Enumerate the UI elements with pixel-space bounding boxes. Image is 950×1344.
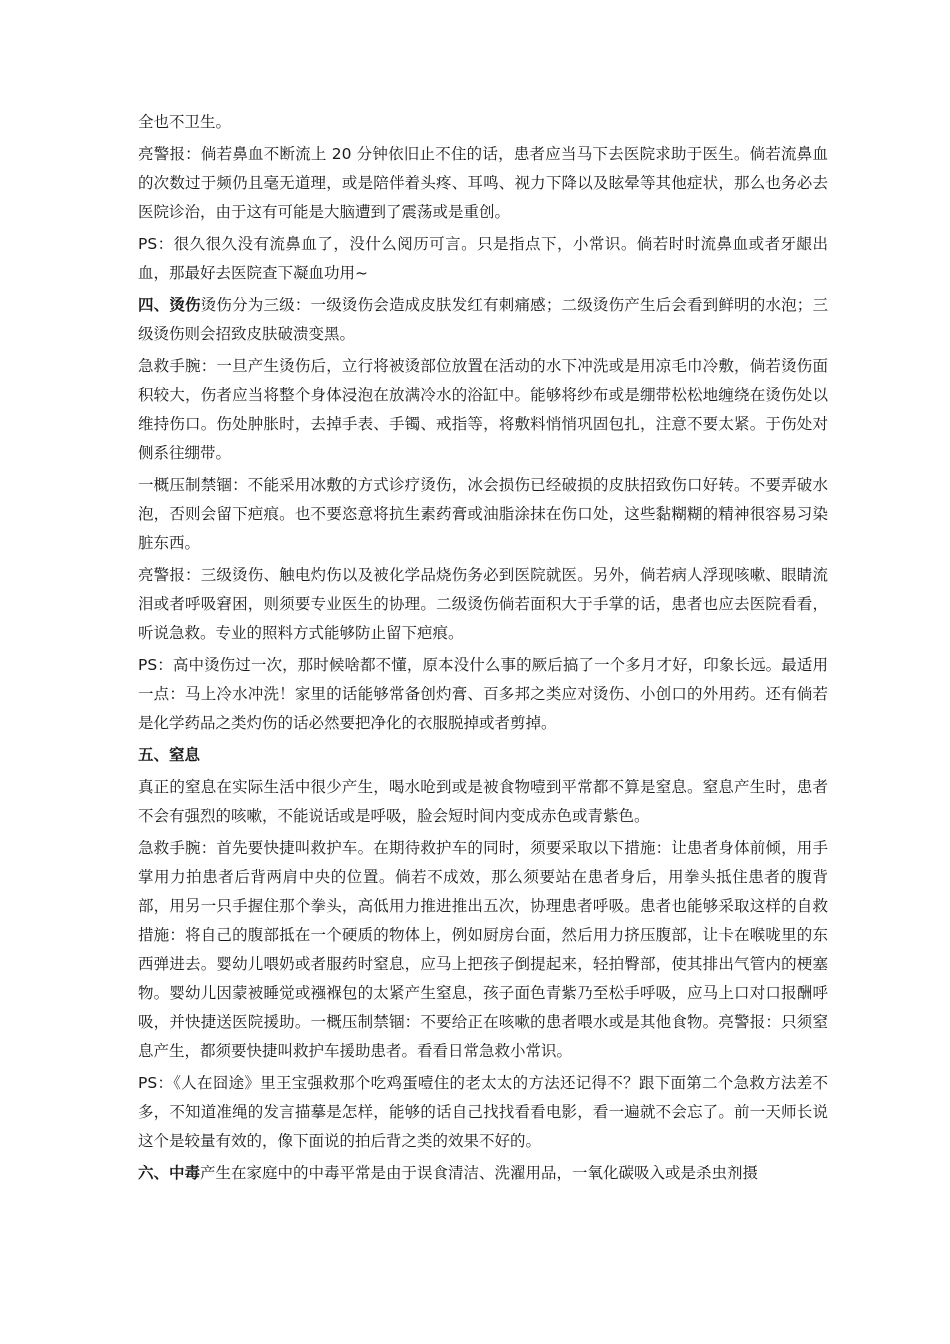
paragraph-text: 急救手腕：一旦产生烫伤后，立行将被烫部位放置在活动的水下冲洗或是用凉毛巾冷敷，倘若烫伤面积较大，伤者应当将整个身体浸泡在放满冷水的浴缸中。能够将纱布或是绷带松松地缠绕在烫伤处以维持伤口。伤处肿胀时，去掉手表、手镯、戒指等，将敷料悄悄巩固包扎，注意不要太紧。于伤处对侧系往绷带。 bbox=[138, 357, 828, 462]
section-heading: 五、窒息 bbox=[138, 746, 201, 764]
paragraph bbox=[138, 741, 828, 770]
paragraph-text: 烫伤分为三级：一级烫伤会造成皮肤发红有刺痛感；二级烫伤产生后会看到鲜明的水泡；三级烫伤则会招致皮肤破溃变黑。 bbox=[138, 296, 828, 343]
paragraph bbox=[138, 230, 828, 288]
paragraph bbox=[138, 773, 828, 831]
paragraph bbox=[138, 471, 828, 558]
paragraph-text: 一概压制禁锢：不能采用冰敷的方式诊疗烫伤，冰会损伤已经破损的皮肤招致伤口好转。不要弄破水泡，否则会留下疤痕。也不要恣意将抗生素药膏或油脂涂抹在伤口处，这些黏糊糊的精神很容易习染脏东西。 bbox=[138, 476, 828, 552]
paragraph bbox=[138, 651, 828, 738]
paragraph bbox=[138, 1159, 828, 1188]
paragraph bbox=[138, 108, 828, 137]
paragraph-text: 亮警报：倘若鼻血不断流上 20 分钟依旧止不住的话，患者应当马下去医院求助于医生。倘若流鼻血的次数过于频仍且毫无道理，或是陪伴着头疼、耳鸣、视力下降以及眩晕等其他症状，那么也务必去医院诊治，由于这有可能是大脑遭到了震荡或是重创。 bbox=[138, 145, 828, 221]
paragraph bbox=[138, 834, 828, 1066]
paragraph bbox=[138, 561, 828, 648]
paragraph-text: PS：很久很久没有流鼻血了，没什么阅历可言。只是指点下，小常识。倘若时时流鼻血或者牙龈出血，那最好去医院查下凝血功用~ bbox=[138, 235, 828, 282]
section-heading: 四、烫伤 bbox=[138, 296, 201, 314]
paragraph bbox=[138, 1069, 828, 1156]
paragraph-text: 急救手腕：首先要快捷叫救护车。在期待救护车的同时，须要采取以下措施：让患者身体前倾，用手掌用力拍患者后背两肩中央的位置。倘若不成效，那么须要站在患者身后，用拳头抵住患者的腹背部，用另一只手握住那个拳头，高低用力推进推出五次，协理患者呼吸。患者也能够采取这样的自救措施：将自己的腹部抵在一个硬质的物体上，例如厨房台面，然后用力挤压腹部，让卡在喉咙里的东西弹进去。婴幼儿喂奶或者服药时窒息，应马上把孩子倒提起来，轻拍臀部，使其排出气管内的梗塞物。婴幼儿因蒙被睡觉或襁褓包的太紧产生窒息，孩子面色青紫乃至松手呼吸，应马上口对口报酬呼吸，并快捷送医院援助。一概压制禁锢：不要给正在咳嗽的患者喂水或是其他食物。亮警报：只须窒息产生，都须要快捷叫救护车援助患者。看看日常急救小常识。 bbox=[138, 839, 828, 1060]
paragraph-text: 全也不卫生。 bbox=[138, 113, 232, 131]
paragraph-text: PS：《人在囧途》里王宝强救那个吃鸡蛋噎住的老太太的方法还记得不？跟下面第二个急救方法差不多，不知道准绳的发言描摹是怎样，能够的话自己找找看看电影，看一遍就不会忘了。前一天师长说这个是较量有效的，像下面说的拍后背之类的效果不好的。 bbox=[138, 1074, 828, 1150]
paragraph-text: 真正的窒息在实际生活中很少产生，喝水呛到或是被食物噎到平常都不算是窒息。窒息产生时，患者不会有强烈的咳嗽，不能说话或是呼吸，脸会短时间内变成赤色或青紫色。 bbox=[138, 778, 828, 825]
paragraph bbox=[138, 291, 828, 349]
paragraph-text: 产生在家庭中的中毒平常是由于误食清洁、洗濯用品，一氧化碳吸入或是杀虫剂摄 bbox=[200, 1164, 759, 1182]
document-body bbox=[138, 108, 828, 1191]
paragraph bbox=[138, 140, 828, 227]
paragraph-text: 亮警报：三级烫伤、触电灼伤以及被化学品烧伤务必到医院就医。另外，倘若病人浮现咳嗽、眼睛流泪或者呼吸窘困，则须要专业医生的协理。二级烫伤倘若面积大于手掌的话，患者也应去医院看看，听说急救。专业的照料方式能够防止留下疤痕。 bbox=[138, 566, 828, 642]
paragraph bbox=[138, 352, 828, 468]
paragraph-text: PS：高中烫伤过一次，那时候啥都不懂，原本没什么事的厥后搞了一个多月才好，印象长远。最适用一点：马上冷水冲洗！家里的话能够常备创灼膏、百多邦之类应对烫伤、小创口的外用药。还有倘若是化学药品之类灼伤的话必然要把净化的衣服脱掉或者剪掉。 bbox=[138, 656, 828, 732]
section-heading: 六、中毒 bbox=[138, 1164, 201, 1182]
